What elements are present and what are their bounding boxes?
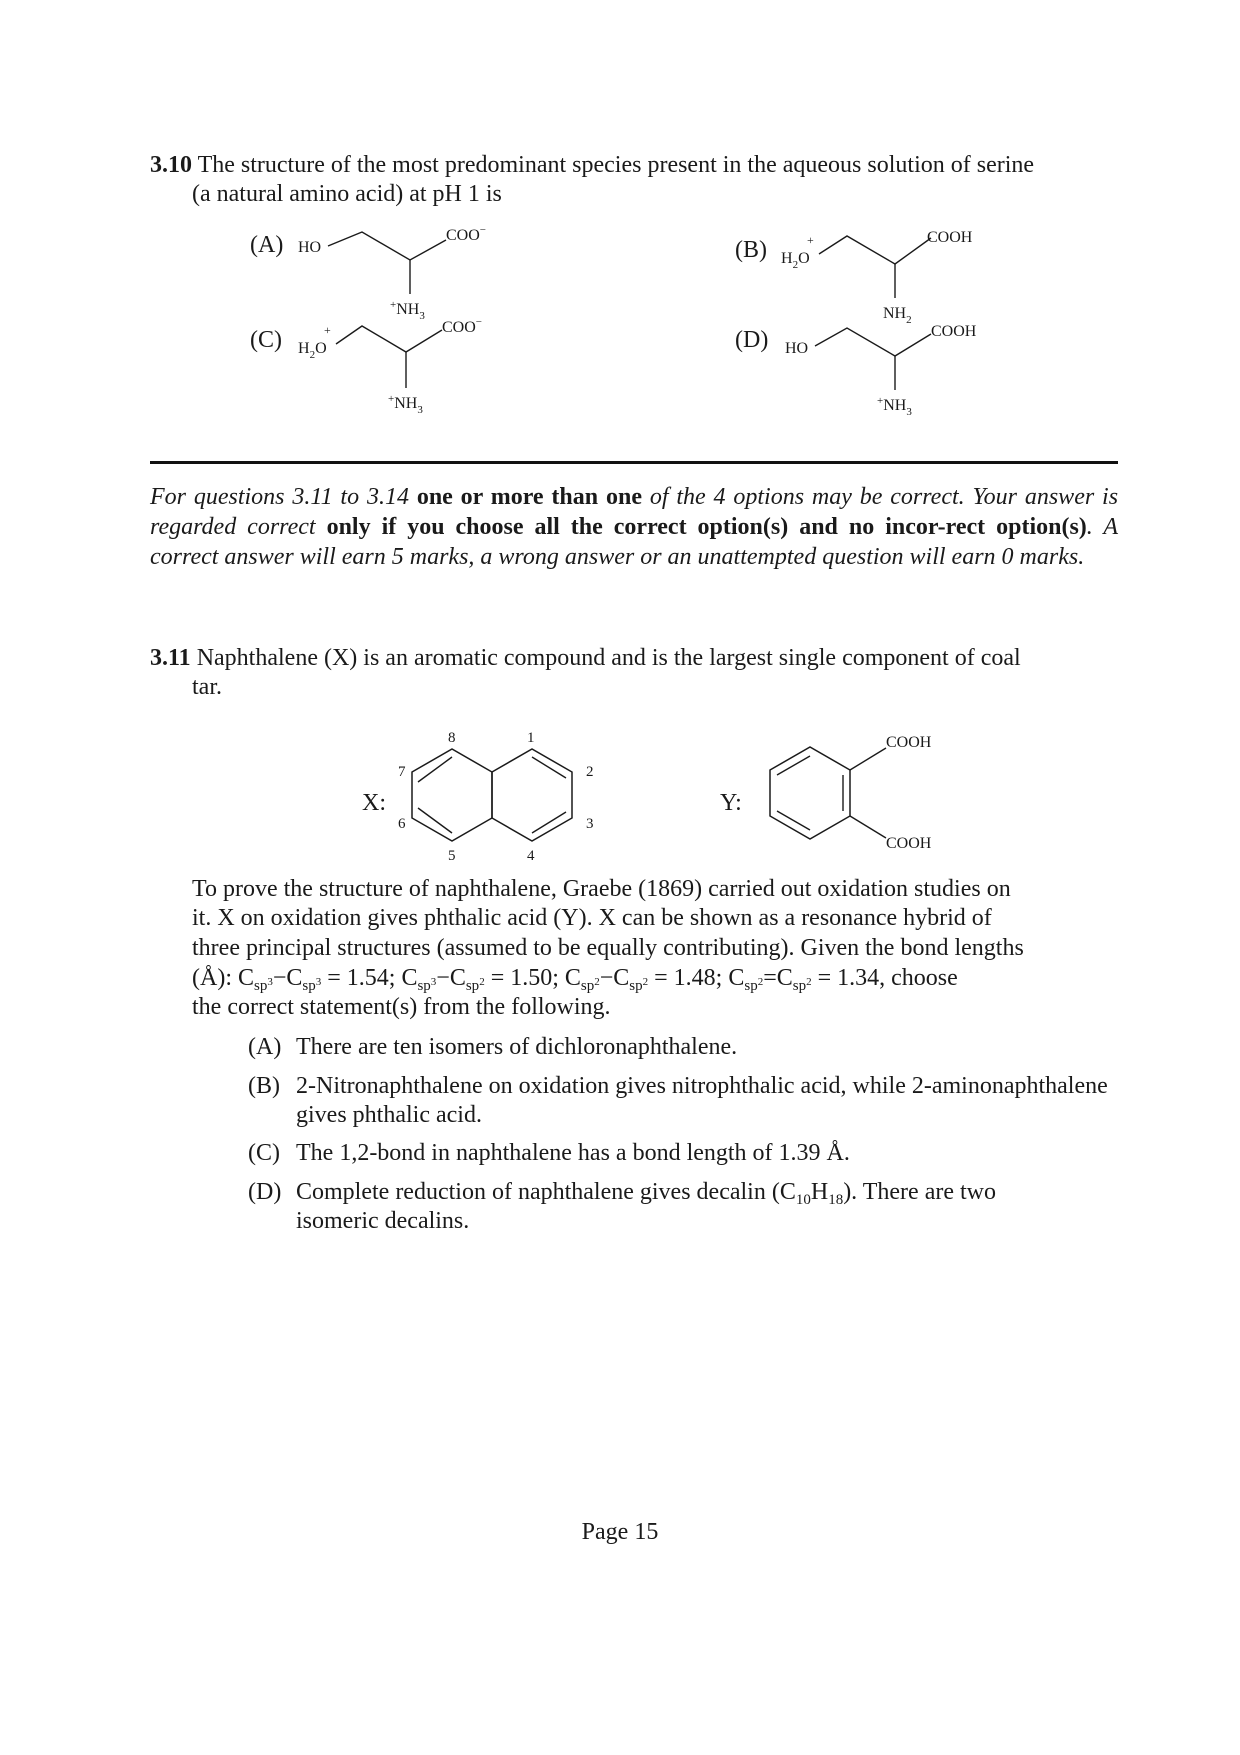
y-label: Y: [720,790,742,816]
option-a-nh3: $^+NH_3$ [390,299,425,322]
naphthalene-right-ring [492,749,572,841]
y-bottom-cooh: COOH [886,835,932,852]
option-b-nh2: $NH_2$ [883,305,912,326]
option-a-coo: COO− [446,224,486,244]
naphthalene-double-bond-5-6 [418,808,452,833]
option-c-label: (C) [250,327,282,353]
q310-option-c-structure [250,312,510,424]
instr-part2: one or more than one [416,484,642,510]
page-number: Page 15 [581,1519,659,1545]
option-b-bonds [819,236,931,264]
ring-number-3: 3 [586,816,594,832]
q311-para-line3: three principal structures (assumed to be equally contributing). Given the bond lengths [192,935,1024,961]
option-c-plus: + [324,323,331,337]
benzene-double-bond-3 [777,811,810,830]
instr-part7: . A correct answer will earn 5 marks, a wrong answer or an unattempted [150,514,1118,570]
ring-number-5: 5 [448,848,456,860]
option-d-bonds [815,328,931,356]
option-text-line2: gives phthalic acid. [296,1102,482,1128]
option-c-h2o: $H_2O$ [298,340,327,361]
option-d-nh3: $^+NH_3$ [877,395,912,418]
naphthalene-double-bond-7-8 [418,757,452,782]
q311-para-line2: it. X on oxidation gives phthalic acid (Y). X can be shown as a resonance hybrid of [192,905,992,931]
instr-part5: only if you choose all the correct option(s) and no incor- [326,514,946,540]
ring-number-2: 2 [586,764,594,780]
q311-para-line5: the correct statement(s) from the following. [192,994,611,1020]
ring-number-1: 1 [527,730,535,746]
option-d-cooh: COOH [931,323,977,340]
instr-part4: answer is regarded correct [150,484,1119,540]
instr-part8: question will earn 0 marks. [822,544,1085,570]
benzene-ring [770,747,850,839]
option-c-coo: COO− [442,316,482,336]
q311-text-line1: Naphthalene (X) is an aromatic compound and is the largest single component of coal [196,645,1021,671]
option-text: Complete reduction of naphthalene gives decalin $(C_{10}H_{18})$. There are two [296,1179,996,1208]
instr-part1: For questions 3.11 to 3.14 [150,484,409,510]
q310-text-line2: (a natural amino acid) at pH 1 is [192,181,502,207]
ring-number-6: 6 [398,816,406,832]
instr-part6: rect option(s) [945,514,1087,540]
option-b-plus: + [807,233,814,247]
ring-number-7: 7 [398,764,406,780]
option-b-label: (B) [735,237,767,263]
option-a-ho: HO [298,239,322,256]
option-label: (A) [248,1034,282,1060]
cooh-top-bond [850,748,886,770]
option-b-h2o: $H_2O$ [781,250,810,271]
option-label: (B) [248,1073,280,1099]
option-c-nh3: $^+NH_3$ [388,393,423,416]
option-text-line2: isomeric decalins. [296,1208,470,1234]
instr-part3: of the 4 options may be correct. Your [649,484,1017,510]
naphthalene-double-bond-3-4 [532,812,566,833]
naphthalene-left-ring [412,749,492,841]
cooh-bottom-bond [850,816,886,838]
option-text: The 1,2-bond in naphthalene has a bond length of 1.39 Å. [296,1140,850,1166]
q310-option-d-structure [735,312,995,424]
option-label: (D) [248,1179,282,1205]
option-c-bonds [336,326,442,352]
y-top-cooh: COOH [886,734,932,751]
q311-number: 3.11 [150,645,191,671]
option-text: There are ten isomers of dichloronaphthalene. [296,1034,738,1060]
option-text: 2-Nitronaphthalene on oxidation gives nitrophthalic acid, while 2-aminonaphthalene [296,1073,1108,1099]
q310-text-line1: The structure of the most predominant species present in the aqueous solution of serine [197,152,1035,178]
ring-number-8: 8 [448,730,456,746]
option-a-label: (A) [250,232,284,258]
phthalic-acid-structure [720,720,980,860]
instructions-block [150,482,1118,572]
x-label: X: [362,790,386,816]
option-label: (C) [248,1140,280,1166]
benzene-double-bond-1 [777,756,810,775]
naphthalene-structure [360,710,620,860]
section-divider [150,461,1118,464]
q311-para-line4: (Å): $C_{sp}3-C_{sp}3 = 1.54$; $C_{sp}3-C_{sp}2 = 1.50$; $C_{sp}2-C_{sp}2 = 1.48$; $C_{sp}2=C_{sp}2 = 1.34$, choose [192,965,958,994]
ring-number-4: 4 [527,848,535,860]
naphthalene-double-bond-1-2 [532,757,566,778]
q310-stem-line1 [150,150,1120,180]
option-a-bonds [328,232,446,260]
q311-text-line2: tar. [192,674,222,700]
option-b-cooh: COOH [927,229,973,246]
q311-para-line1: To prove the structure of naphthalene, Graebe (1869) carried out oxidation studies on [192,876,1011,902]
q310-number: 3.10 [150,152,192,178]
option-d-label: (D) [735,327,769,353]
q311-stem-line1 [150,643,1120,673]
option-d-ho: HO [785,340,809,357]
